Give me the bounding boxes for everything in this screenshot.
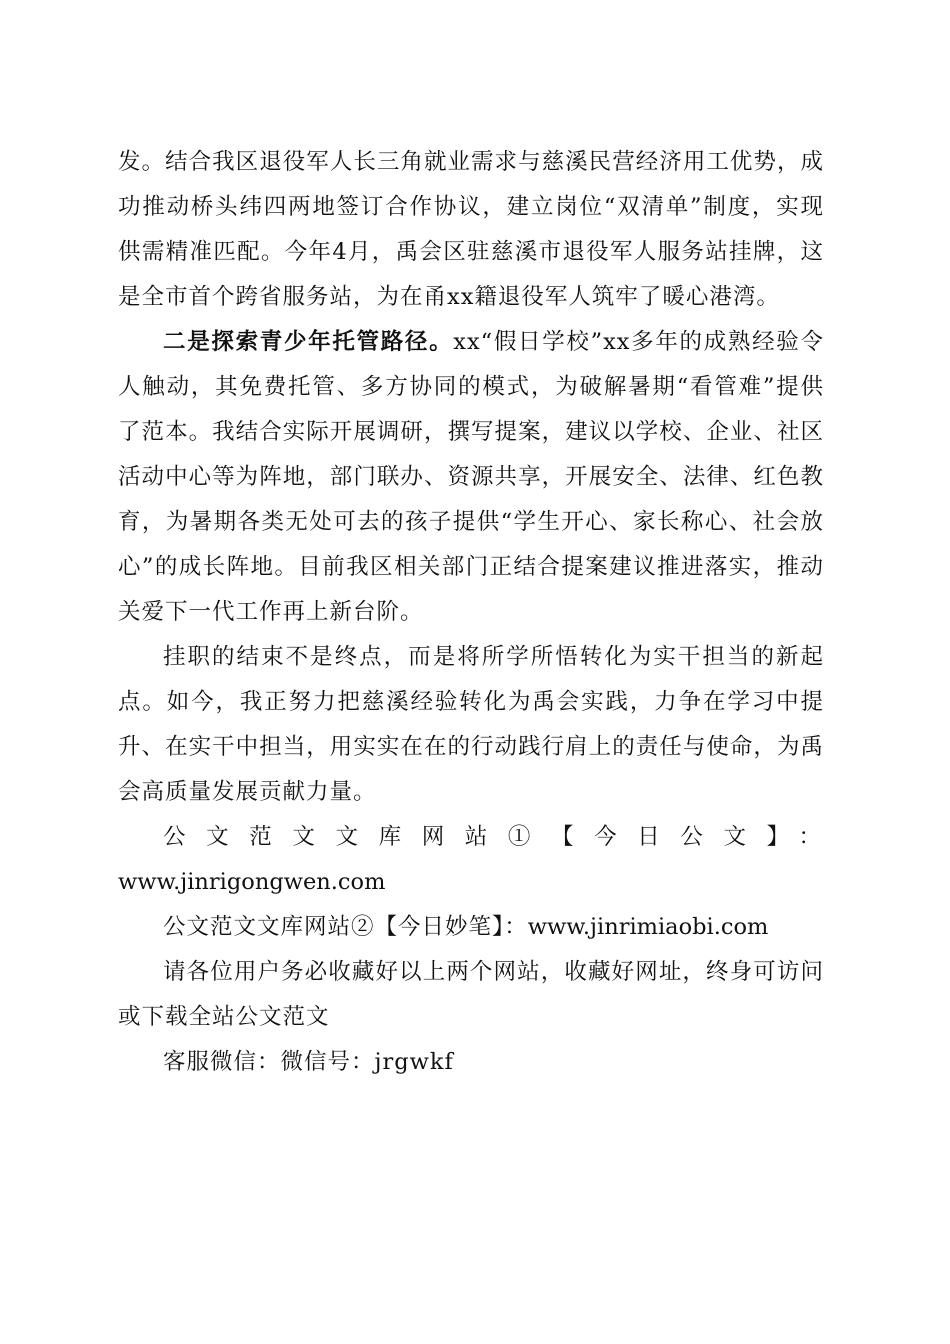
footer-site2 bbox=[118, 905, 824, 950]
paragraph-conclusion: 挂职的结束不是终点，而是将所学所悟转化为实干担当的新起点。如今，我正努力把慈溪经验转化为禹会实践，力争在学习中提升、在实干中担当，用实实在在的行动践行肩上的责任与使命，为禹会高质量发展贡献力量。 bbox=[118, 644, 824, 805]
footer-site1-label: 公文范文文库网站①【今日公文】： bbox=[163, 824, 824, 850]
footer-site2-url[interactable]: www.jinrimiaobi.com bbox=[527, 914, 769, 940]
footer-site1-url[interactable]: www.jinrigongwen.com bbox=[118, 869, 386, 895]
footer-notice: 请各位用户务必收藏好以上两个网站，收藏好网址，终身可访问或下载全站公文范文 bbox=[118, 959, 824, 1030]
footer-site2-label: 公文范文文库网站②【今日妙笔】： bbox=[163, 914, 528, 940]
paragraph-lead-heading: 二是探索青少年托管路径。 bbox=[163, 329, 454, 355]
paragraph-youth-care bbox=[118, 320, 824, 635]
footer-service-wechat: 客服微信：微信号：jrgwkf bbox=[163, 1049, 454, 1075]
footer-site1 bbox=[118, 815, 824, 905]
document-page bbox=[118, 140, 824, 1085]
paragraph-veterans-continued: 发。结合我区退役军人长三角就业需求与慈溪民营经济用工优势，成功推动桥头纬四两地签订合作协议，建立岗位“双清单”制度，实现供需精准匹配。今年4月，禹会区驻慈溪市退役军人服务站挂牌，这是全市首个跨省服务站，为在甬xx籍退役军人筑牢了暖心港湾。 bbox=[118, 149, 824, 310]
paragraph-body: xx“假日学校”xx多年的成熟经验令人触动，其免费托管、多方协同的模式，为破解暑期“看管难”提供了范本。我结合实际开展调研，撰写提案，建议以学校、企业、社区活动中心等为阵地，部门联办、资源共享，开展安全、法律、红色教育，为暑期各类无处可去的孩子提供“学生开心、家长称心、社会放心”的成长阵地。目前我区相关部门正结合提案建议推进落实，推动关爱下一代工作再上新台阶。 bbox=[118, 329, 824, 625]
